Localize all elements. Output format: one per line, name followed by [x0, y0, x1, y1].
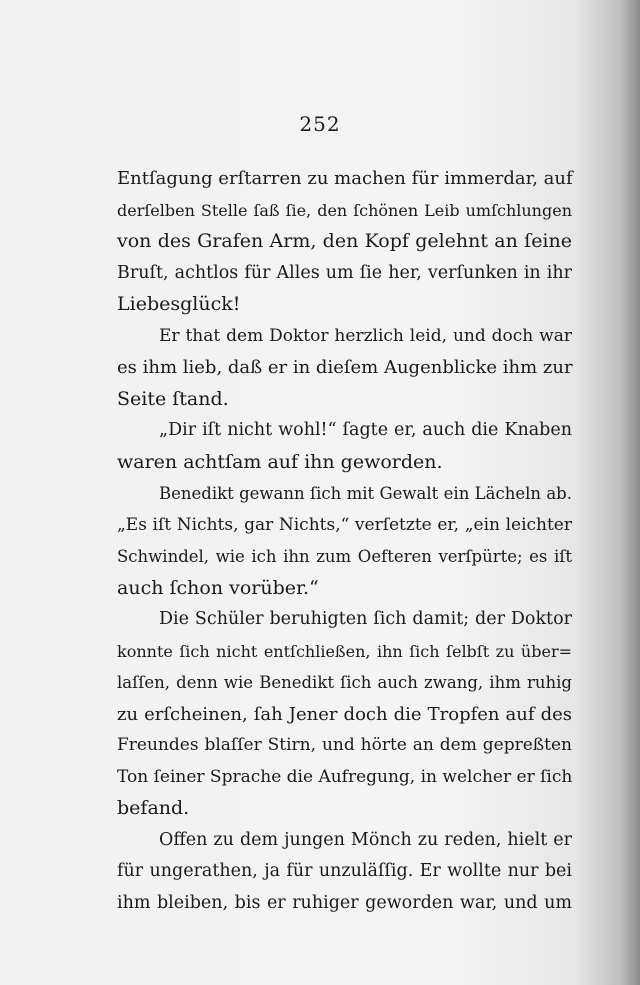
text-line: Seite ſtand. — [117, 387, 229, 410]
text-line: Bruſt, achtlos für Alles um ſie her, verſunken in ihr — [117, 262, 572, 283]
text-line: „Dir iſt nicht wohl!“ ſagte er, auch die Knaben — [159, 420, 572, 440]
text-line: waren achtſam auf ihn geworden. — [117, 450, 443, 473]
text-line: von des Grafen Arm, den Kopf gelehnt an ſeine — [117, 230, 572, 252]
body-text — [117, 163, 572, 919]
page-number: 252 — [299, 112, 341, 136]
text-line: laſſen, denn wie Benedikt ſich auch zwang, ihm ruhig — [117, 673, 572, 692]
text-line: „Es iſt Nichts, gar Nichts,“ verſetzte er, „ein leichter — [117, 514, 572, 535]
text-line: Die Schüler beruhigten ſich damit; der Doktor — [159, 609, 572, 629]
text-line: Freundes blaſſer Stirn, und hörte an dem gepreßten — [117, 735, 572, 755]
text-line: derſelben Stelle ſaß ſie, den ſchönen Leib umſchlungen — [117, 200, 572, 220]
text-line: befand. — [117, 797, 190, 819]
text-line: es ihm lieb, daß er in dieſem Augenblicke ihm zur — [117, 357, 573, 378]
text-line: Entſagung erſtarren zu machen für immerdar, auf — [117, 168, 573, 189]
text-line: Ton ſeiner Sprache die Aufregung, in welcher er ſich — [117, 766, 573, 787]
text-line: Liebesglück! — [117, 293, 241, 315]
text-line: ihm bleiben, bis er ruhiger geworden war, und um — [117, 892, 572, 913]
text-line: für ungerathen, ja für unzuläſſig. Er wollte nur bei — [117, 861, 572, 881]
text-line: zu erſcheinen, ſah Jener doch die Tropfen auf des — [117, 703, 572, 725]
text-line: Offen zu dem jungen Mönch zu reden, hielt er — [159, 829, 572, 850]
text-line: Benedikt gewann ſich mit Gewalt ein Lächeln ab. — [159, 484, 572, 503]
text-line: Er that dem Doktor herzlich leid, und doch war — [159, 325, 572, 346]
text-line: konnte ſich nicht entſchließen, ihn ſich ſelbſt zu über= — [117, 641, 572, 661]
text-line: Schwindel, wie ich ihn zum Oefteren verſpürte; es iſt — [117, 547, 572, 566]
text-line: auch ſchon vorüber.“ — [117, 576, 319, 599]
